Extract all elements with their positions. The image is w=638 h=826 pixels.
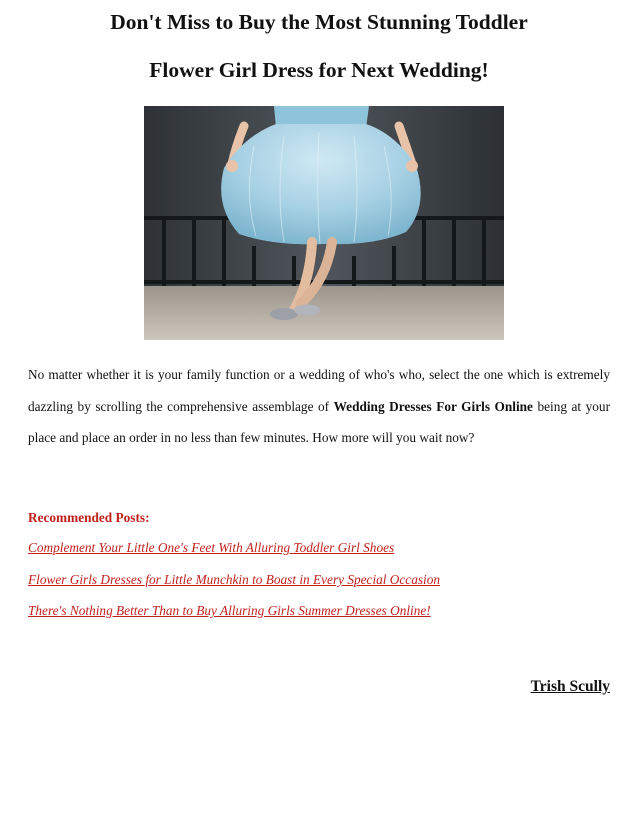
page-title-line-2: Flower Girl Dress for Next Wedding! [149,58,489,82]
recommended-link-summer-dresses[interactable]: There's Nothing Better Than to Buy Alluring Girls Summer Dresses Online! [28,603,431,618]
body-paragraph [28,359,610,454]
paragraph-bold-keyword: Wedding Dresses For Girls Online [333,398,533,414]
author-name: Trish Scully [530,678,610,695]
right-shoe [294,305,320,316]
recommended-posts-heading: Recommended Posts: [28,510,150,525]
recommended-link-flower-girls-dresses[interactable]: Flower Girls Dresses for Little Munchkin to Boast in Every Special Occasion [28,572,441,587]
hero-photo [144,106,504,340]
paragraph-text-1: No matter whether it is your family function or a wedding of who's who, select the one which is extremely dazzling by scrolling the comprehensive assemblage of [28,367,610,414]
paragraph-text-2: being at your place and place an order in no less than few minutes. How more will you wait now? [28,398,611,446]
right-hand [406,160,418,172]
left-shoe [270,308,298,320]
photo-floor [144,286,504,340]
dress-illustration [144,106,504,340]
left-hand [226,160,238,172]
page-title-line-1: Don't Miss to Buy the Most Stunning Toddler [110,10,528,34]
recommended-link-toddler-shoes[interactable]: Complement Your Little One's Feet With Alluring Toddler Girl Shoes [28,540,395,555]
